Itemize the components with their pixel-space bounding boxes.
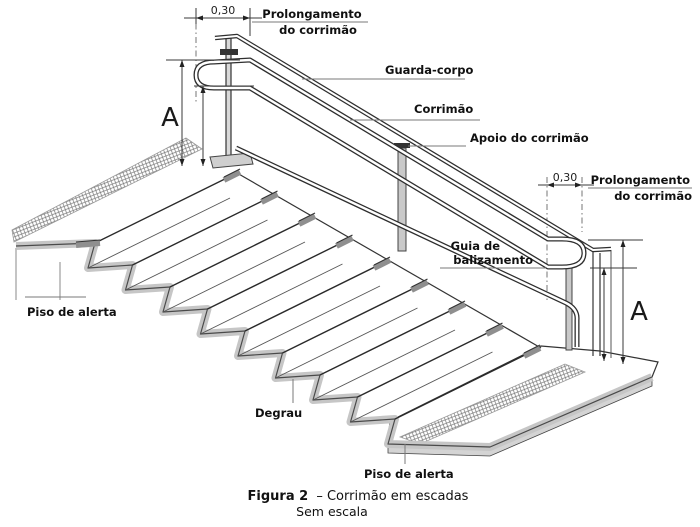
label-piso-alerta-left: Piso de alerta	[27, 305, 117, 319]
guide-rail	[236, 148, 577, 347]
tactile-strip-bottom	[400, 364, 585, 444]
label-prolongamento-top-1: Prolongamento	[262, 7, 362, 21]
top-handrail-post	[210, 37, 253, 168]
handrail-loop	[196, 60, 584, 267]
dim-A-right: A	[630, 297, 648, 327]
label-apoio-corrimao: Apoio do corrimão	[470, 131, 589, 145]
label-guia-1: Guia de	[450, 239, 500, 253]
label-degrau: Degrau	[255, 406, 303, 420]
svg-text:Figura 2 – Corrimão em e	[248, 489, 469, 504]
label-guarda-corpo: Guarda-corpo	[385, 63, 474, 77]
dimension-height-right	[588, 240, 648, 364]
dim-030-right: 0,30	[552, 171, 578, 184]
label-prolongamento-top-2: do corrimão	[279, 23, 357, 37]
guard-end-posts	[593, 250, 611, 358]
dim-A-left: A	[161, 103, 179, 133]
tactile-strip-top	[12, 138, 202, 242]
label-piso-alerta-bottom: Piso de alerta	[364, 467, 454, 481]
dimension-extension-top	[184, 4, 262, 36]
dim-030-top: 0,30	[210, 4, 236, 17]
handrail-support-post	[394, 143, 410, 251]
label-prolongamento-right-2: do corrimão	[614, 189, 692, 203]
label-prolongamento-right-1: Prolongamento	[590, 173, 690, 187]
caption-title: – Corrimão em escadas	[316, 489, 469, 504]
stair-profile-band	[16, 243, 652, 447]
figure-caption	[248, 489, 469, 519]
stair-riser-lines	[88, 198, 493, 422]
label-corrimao: Corrimão	[414, 102, 474, 116]
dimension-extension-right	[538, 171, 594, 188]
label-guia-2: balizamento	[453, 253, 533, 267]
top-landing	[12, 138, 202, 300]
caption-figure-number: Figura 2	[247, 489, 309, 504]
caption-scale: Sem escala	[296, 504, 368, 519]
